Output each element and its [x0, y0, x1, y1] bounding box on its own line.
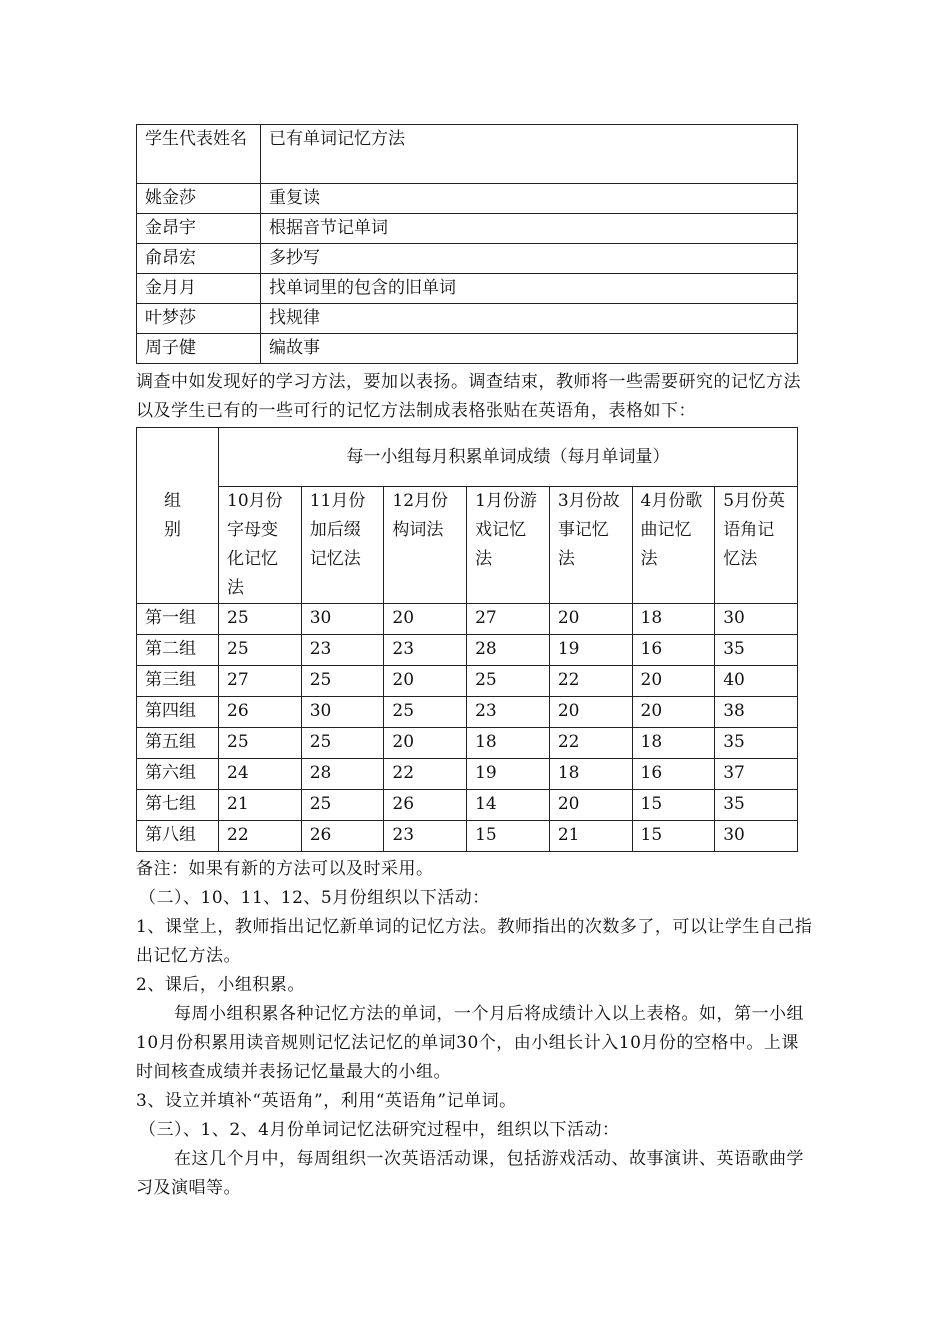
- score-cell: 27: [219, 666, 302, 697]
- column-header: 11月份加后缀记忆法: [301, 487, 384, 604]
- student-name: 俞昂宏: [137, 244, 261, 274]
- score-cell: 20: [549, 604, 632, 635]
- group-name: 第四组: [137, 697, 219, 728]
- score-cell: 24: [219, 759, 302, 790]
- group-name: 第六组: [137, 759, 219, 790]
- item-two-detail: 每周小组积累各种记忆方法的单词，一个月后将成绩计入以上表格。如，第一小组10月份积累用读音规则记忆法记忆的单词30个，由小组长计入10月份的空格中。上课时间核查成绩并表扬记忆量最大的小组。: [136, 1004, 804, 1082]
- score-cell: 30: [715, 604, 798, 635]
- table-row: [137, 274, 798, 304]
- score-cell: 21: [549, 821, 632, 852]
- section-three-heading: （三）、1、2、4月份单词记忆法研究过程中，组织以下活动：: [139, 1120, 620, 1140]
- score-cell: 19: [467, 759, 550, 790]
- score-cell: 25: [384, 697, 467, 728]
- table-row: [137, 821, 798, 852]
- score-cell: 27: [467, 604, 550, 635]
- column-header-row: [137, 487, 798, 604]
- student-name: 金昂宇: [137, 214, 261, 244]
- score-cell: 28: [301, 759, 384, 790]
- score-cell: 14: [467, 790, 550, 821]
- caption-row: [137, 428, 798, 487]
- score-cell: 30: [715, 821, 798, 852]
- score-cell: 35: [715, 790, 798, 821]
- score-cell: 30: [301, 697, 384, 728]
- column-header: 3月份故事记忆法: [549, 487, 632, 604]
- student-name: 叶梦莎: [137, 304, 261, 334]
- group-name: 第二组: [137, 635, 219, 666]
- score-cell: 25: [301, 728, 384, 759]
- item-three: 3、设立并填补“英语角”，利用“英语角”记单词。: [136, 1091, 517, 1111]
- score-cell: 20: [384, 666, 467, 697]
- table-row: [137, 304, 798, 334]
- table-row: [137, 184, 798, 214]
- score-cell: 37: [715, 759, 798, 790]
- score-cell: 15: [632, 821, 715, 852]
- score-cell: 26: [301, 821, 384, 852]
- score-cell: 23: [301, 635, 384, 666]
- score-cell: 18: [632, 728, 715, 759]
- table-row: [137, 604, 798, 635]
- score-cell: 22: [219, 821, 302, 852]
- note-text: 备注：如果有新的方法可以及时采用。: [136, 859, 434, 879]
- student-name: 金月月: [137, 274, 261, 304]
- score-cell: 25: [219, 604, 302, 635]
- student-method: 多抄写: [261, 244, 798, 274]
- item-one: 1、课堂上，教师指出记忆新单词的记忆方法。教师指出的次数多了，可以让学生自己指出记忆方法。: [136, 917, 813, 966]
- table-row: [137, 759, 798, 790]
- score-cell: 18: [632, 604, 715, 635]
- column-header: 10月份字母变化记忆法: [219, 487, 302, 604]
- score-cell: 25: [467, 666, 550, 697]
- score-cell: 25: [219, 635, 302, 666]
- column-header: 5月份英语角记忆法: [715, 487, 798, 604]
- score-cell: 22: [384, 759, 467, 790]
- section-three-detail: 在这几个月中，每周组织一次英语活动课，包括游戏活动、故事演讲、英语歌曲学习及演唱等。: [136, 1149, 804, 1198]
- column-header: 12月份构词法: [384, 487, 467, 604]
- score-cell: 15: [632, 790, 715, 821]
- student-name: 姚金莎: [137, 184, 261, 214]
- score-cell: 26: [219, 697, 302, 728]
- score-cell: 30: [301, 604, 384, 635]
- score-cell: 23: [467, 697, 550, 728]
- table-row: [137, 790, 798, 821]
- score-cell: 22: [549, 666, 632, 697]
- intro-paragraph: 调查中如发现好的学习方法，要加以表扬。调查结束，教师将一些需要研究的记忆方法以及学生已有的一些可行的记忆方法制成表格张贴在英语角，表格如下：: [136, 372, 801, 421]
- score-cell: 16: [632, 759, 715, 790]
- score-cell: 35: [715, 728, 798, 759]
- group-name: 第七组: [137, 790, 219, 821]
- score-cell: 40: [715, 666, 798, 697]
- table-caption: 每一小组每月积累单词成绩（每月单词量）: [219, 428, 798, 487]
- score-cell: 20: [549, 697, 632, 728]
- score-cell: 26: [384, 790, 467, 821]
- student-name: 周子健: [137, 334, 261, 364]
- score-cell: 21: [219, 790, 302, 821]
- item-two: 2、课后，小组积累。: [136, 975, 305, 995]
- group-name: 第八组: [137, 821, 219, 852]
- table-header-row: [137, 125, 798, 184]
- table-row: [137, 697, 798, 728]
- score-cell: 16: [632, 635, 715, 666]
- student-method: 找规律: [261, 304, 798, 334]
- score-cell: 18: [549, 759, 632, 790]
- score-cell: 23: [384, 821, 467, 852]
- table-row: [137, 244, 798, 274]
- score-cell: 20: [632, 666, 715, 697]
- student-method: 编故事: [261, 334, 798, 364]
- header-student-name: 学生代表姓名: [137, 125, 261, 184]
- group-header: 组 别: [137, 428, 219, 604]
- table-row: [137, 635, 798, 666]
- table-row: [137, 666, 798, 697]
- score-cell: 25: [219, 728, 302, 759]
- score-cell: 15: [467, 821, 550, 852]
- group-name: 第三组: [137, 666, 219, 697]
- group-scores-table: [136, 427, 798, 852]
- table-row: [137, 334, 798, 364]
- column-header: 4月份歌曲记忆法: [632, 487, 715, 604]
- score-cell: 22: [549, 728, 632, 759]
- score-cell: 19: [549, 635, 632, 666]
- table-row: [137, 214, 798, 244]
- score-cell: 38: [715, 697, 798, 728]
- score-cell: 25: [301, 790, 384, 821]
- table-row: [137, 728, 798, 759]
- student-method: 找单词里的包含的旧单词: [261, 274, 798, 304]
- header-method: 已有单词记忆方法: [261, 125, 798, 184]
- score-cell: 25: [301, 666, 384, 697]
- column-header: 1月份游戏记忆法: [467, 487, 550, 604]
- score-cell: 20: [632, 697, 715, 728]
- student-methods-table: [136, 124, 798, 364]
- student-method: 根据音节记单词: [261, 214, 798, 244]
- score-cell: 23: [384, 635, 467, 666]
- score-cell: 20: [549, 790, 632, 821]
- group-name: 第一组: [137, 604, 219, 635]
- score-cell: 28: [467, 635, 550, 666]
- score-cell: 35: [715, 635, 798, 666]
- section-two-heading: （二）、10、11、12、5月份组织以下活动：: [139, 888, 490, 908]
- score-cell: 20: [384, 604, 467, 635]
- score-cell: 18: [467, 728, 550, 759]
- score-cell: 20: [384, 728, 467, 759]
- student-method: 重复读: [261, 184, 798, 214]
- group-name: 第五组: [137, 728, 219, 759]
